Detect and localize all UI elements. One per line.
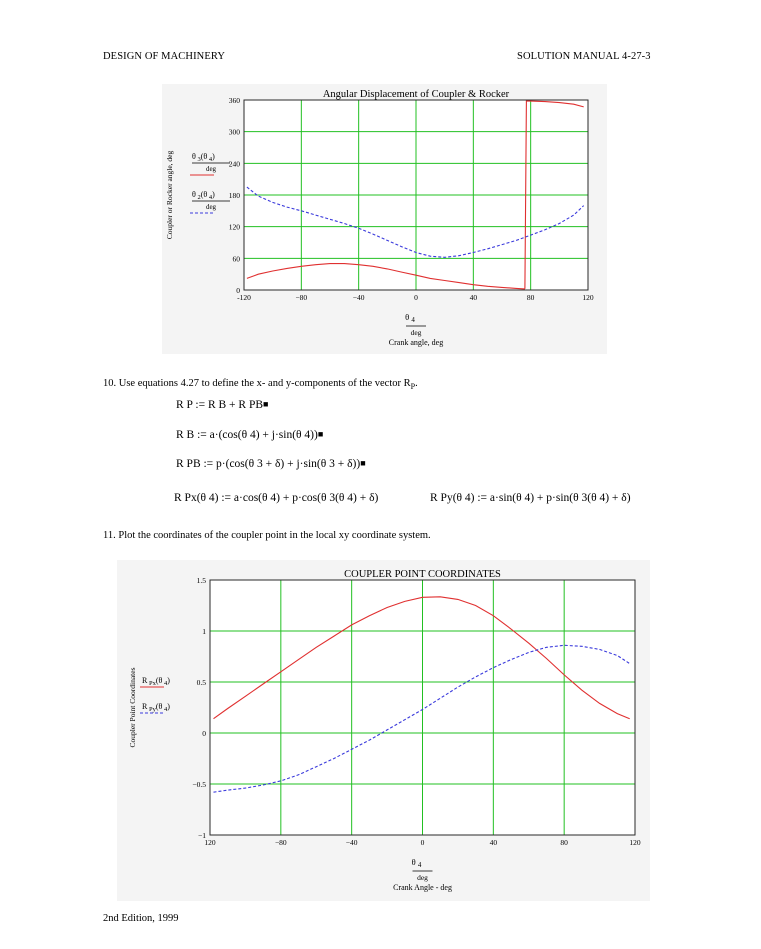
y-axis-label: Coupler Point Coordinates bbox=[128, 667, 137, 748]
y-tick-label: 60 bbox=[232, 254, 240, 264]
equation-rpb: R PB := p·(cos(θ 3 + δ) + j·sin(θ 3 + δ))■ bbox=[176, 458, 366, 470]
chart-angular-displacement bbox=[162, 84, 607, 354]
y-tick-label: 0 bbox=[202, 729, 206, 738]
x-tick-label: -120 bbox=[237, 293, 251, 302]
x-tick-label: 0 bbox=[420, 838, 425, 847]
header-right: SOLUTION MANUAL 4-27-3 bbox=[517, 51, 651, 62]
y-tick-label: 1.5 bbox=[196, 576, 206, 585]
legend-denominator: deg bbox=[205, 165, 217, 173]
chart-title: COUPLER POINT COORDINATES bbox=[344, 569, 501, 580]
chart-coupler-point bbox=[117, 560, 650, 901]
y-tick-label: 240 bbox=[228, 159, 240, 169]
x-tick-label: 40 bbox=[469, 293, 478, 302]
x-axis-symbol: θ $_4$ bbox=[405, 312, 415, 324]
y-tick-label: 1 bbox=[202, 627, 206, 636]
x-tick-label: −80 bbox=[274, 838, 287, 847]
y-tick-label: 300 bbox=[228, 127, 240, 137]
x-axis-label: Crank angle, deg bbox=[388, 338, 444, 347]
equation-rb-text: R B := a·(cos(θ 4) + j·sin(θ 4)) bbox=[176, 429, 318, 441]
y-axis-label: Coupler or Rocker angle, deg bbox=[165, 150, 174, 240]
x-tick-label: 80 bbox=[526, 293, 535, 302]
equation-rp-text: R P := R B + R PB bbox=[176, 399, 264, 411]
y-tick-label: 120 bbox=[228, 222, 240, 232]
equation-rpb-text: R PB := p·(cos(θ 3 + δ) + j·sin(θ 3 + δ)) bbox=[176, 458, 361, 470]
chart-angular-displacement-svg bbox=[162, 84, 607, 354]
footer-edition: 2nd Edition, 1999 bbox=[103, 913, 179, 924]
y-tick-label: 0 bbox=[236, 286, 240, 295]
step-10-label: 10. Use equations 4.27 to define the x- and y-components of the vector R bbox=[103, 378, 411, 389]
chart-title: Angular Displacement of Coupler & Rocker bbox=[322, 89, 510, 100]
legend-label-1: θ $_2$(θ $_4$) bbox=[192, 190, 215, 201]
step-10-text bbox=[103, 378, 418, 391]
legend-label-1: R $_{Py}$(θ $_4$) bbox=[142, 702, 170, 713]
x-tick-label: 40 bbox=[489, 838, 498, 847]
step-10-sub: P bbox=[410, 382, 416, 392]
x-tick-label: −40 bbox=[352, 293, 365, 302]
legend-denominator: deg bbox=[205, 203, 217, 211]
x-tick-label: 80 bbox=[560, 838, 568, 847]
x-axis-denominator: deg bbox=[417, 873, 428, 882]
header-left: DESIGN OF MACHINERY bbox=[103, 51, 226, 62]
legend-label-0: R $_{Px}$(θ $_4$) bbox=[142, 676, 170, 687]
step-10-end: . bbox=[415, 378, 418, 389]
x-tick-label: 120 bbox=[629, 838, 641, 847]
y-tick-label: 360 bbox=[228, 96, 240, 105]
x-axis-symbol: θ $_4$ bbox=[411, 857, 422, 869]
y-tick-label: −1 bbox=[198, 831, 206, 840]
step-11-text: 11. Plot the coordinates of the coupler point in the local xy coordinate system. bbox=[103, 530, 431, 541]
x-tick-label: −40 bbox=[345, 838, 358, 847]
equation-rp: R P := R B + R PB■ bbox=[176, 399, 269, 411]
equation-rb: R B := a·(cos(θ 4) + j·sin(θ 4))■ bbox=[176, 429, 324, 441]
y-tick-label: 0.5 bbox=[196, 678, 206, 687]
equation-rpx: R Px(θ 4) := a·cos(θ 4) + p·cos(θ 3(θ 4) + δ) bbox=[174, 492, 379, 504]
x-axis-label: Crank Angle - deg bbox=[393, 883, 452, 892]
x-tick-label: −80 bbox=[295, 293, 308, 302]
y-tick-label: 180 bbox=[228, 191, 240, 200]
y-tick-label: −0.5 bbox=[192, 780, 206, 789]
x-tick-label: 0 bbox=[414, 293, 418, 302]
chart-coupler-point-svg bbox=[117, 560, 650, 901]
x-axis-denominator: deg bbox=[410, 328, 422, 337]
x-tick-label: 120 bbox=[204, 838, 216, 847]
legend-label-0: θ $_3$(θ $_4$) bbox=[192, 152, 215, 163]
equation-rpy: R Py(θ 4) := a·sin(θ 4) + p·sin(θ 3(θ 4) + δ) bbox=[430, 492, 631, 504]
x-tick-label: 120 bbox=[582, 293, 594, 302]
